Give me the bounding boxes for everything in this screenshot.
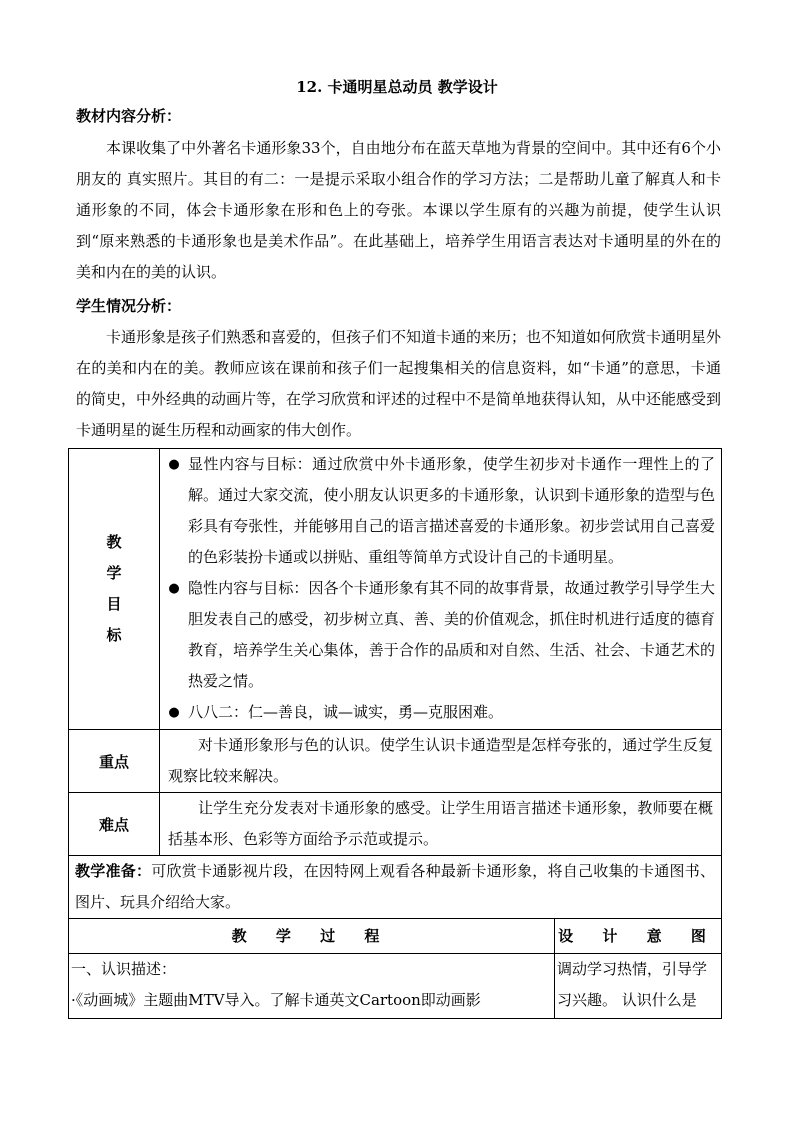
key-point-row [69,730,722,793]
objectives-cell [160,449,722,730]
objectives-row [69,449,722,730]
objective-item: ● 显性内容与目标：通过欣赏中外卡通形象，使学生初步对卡通作一理性上的了解。通过大家交流，使小朋友认识更多的卡通形象，认识到卡通形象的造型与色彩具有夸张性，并能够用自己的语言描述喜爱的卡通形象。初步尝试用自己喜爱的色彩装扮卡通或以拼贴、重组等简单方式设计自己的卡通明星。 [160,449,721,573]
preparation-cell [69,856,722,919]
difficulty-text: 让学生充分发表对卡通形象的感受。让学生用语言描述卡通形象，教师要在概括基本形、色彩等方面给予示范或提示。 [160,793,722,856]
student-analysis-body: 卡通形象是孩子们熟悉和喜爱的，但孩子们不知道卡通的来历；也不知道如何欣赏卡通明星外在的美和内在的美。教师应该在课前和孩子们一起搜集相关的信息资料，如“卡通”的意思，卡通的简史，中外经典的动画片等，在学习欣赏和评述的过程中不是简单地获得认知，从中还能感受到卡通明星的诞生历程和动画家的伟大创作。 [76,328,722,439]
key-point-label: 重点 [69,730,160,793]
process-line: ·《动画城》主题曲MTV导入。了解卡通英文Cartoon即动画影 [71,991,481,1009]
preparation-text: 可欣赏卡通影视片段，在因特网上观看各种最新卡通形象，将自己收集的卡通图书、图片、玩具介绍给大家。 [75,862,715,911]
student-analysis-heading: 学生情况分析： [76,297,182,315]
document-title: 12. 卡通明星总动员 教学设计 [296,78,498,96]
process-header: 教 学 过 程 [69,919,555,954]
difficulty-row [69,793,722,856]
textbook-analysis-body: 本课收集了中外著名卡通形象33个，自由地分布在蓝天草地为背景的空间中。其中还有6个小朋友的 真实照片。其目的有二：一是提示采取小组合作的学习方法；二是帮助儿童了解真人和卡通形象的不同，体会卡通形象在形和色上的夸张。本课以学生原有的兴趣为前提，使学生认识到“原来熟悉的卡通形象也是美术作品”。在此基础上，培养学生用语言表达对卡通明星的外在的美和内在的美的认识。 [76,139,721,281]
bullet-icon: ● [168,581,180,596]
process-content [69,954,555,1019]
process-header-row [69,919,722,954]
objective-item: ● 八八二：仁—善良，诚—诚实，勇—克服困难。 [160,697,721,728]
intent-content: 调动学习热情，引导学习兴趣。 认识什么是 [555,954,722,1019]
objective-item: ● 隐性内容与目标：因各个卡通形象有其不同的故事背景，故通过教学引导学生大胆发表自己的感受，初步树立真、善、美的价值观念，抓住时机进行适度的德育教育，培养学生关心集体，善于合作的品质和对自然、生活、社会、卡通艺术的热爱之情。 [160,573,721,697]
difficulty-label: 难点 [69,793,160,856]
key-point-text: 对卡通形象形与色的认识。使学生认识卡通造型是怎样夸张的，通过学生反复观察比较来解决。 [160,730,722,793]
process-line: 一、认识描述： [71,960,177,978]
objectives-label: 教 学 目 标 [106,533,122,644]
bullet-icon: ● [168,705,180,720]
objectives-label-cell [69,449,160,730]
preparation-row [69,856,722,919]
bullet-icon: ● [168,457,180,472]
intent-header: 设 计 意 图 [555,919,722,954]
lesson-plan-table [68,448,722,1019]
textbook-analysis-heading: 教材内容分析： [76,107,182,125]
preparation-label: 教学准备： [75,862,152,880]
process-content-row [69,954,722,1019]
